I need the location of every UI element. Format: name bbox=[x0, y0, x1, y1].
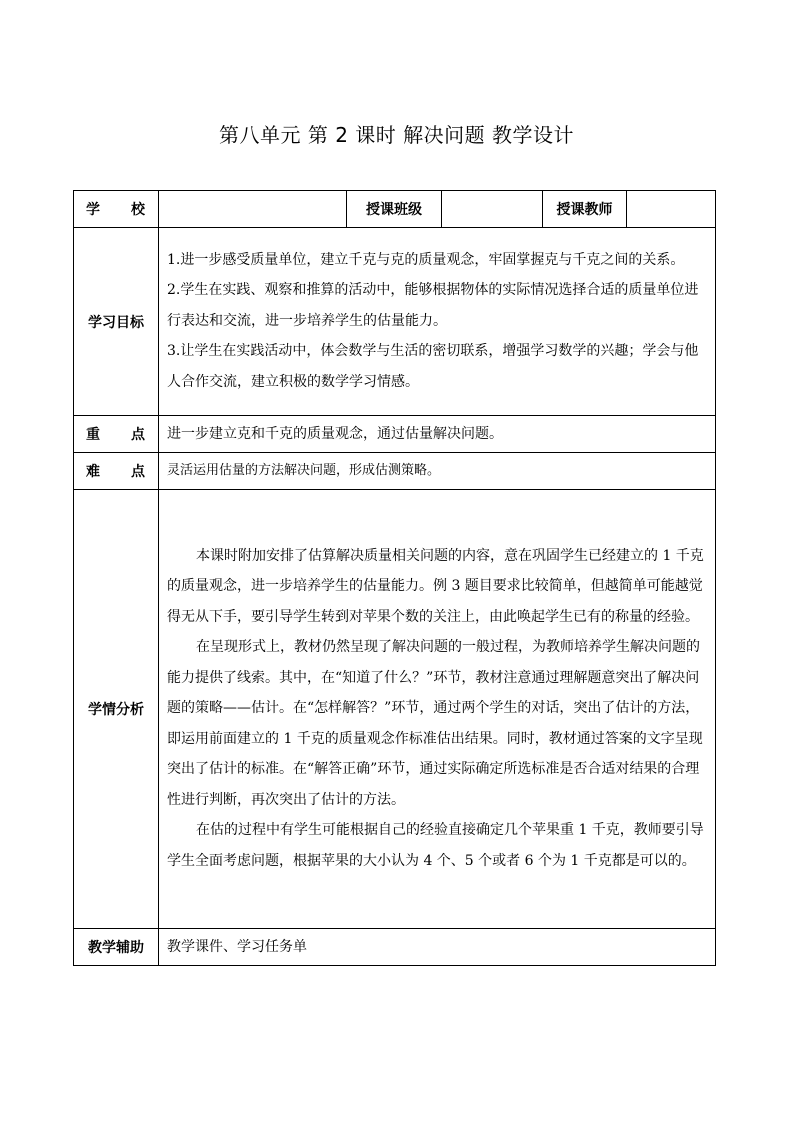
difficult-point-label-char-1: 难 bbox=[86, 464, 100, 480]
class-value-cell[interactable] bbox=[442, 191, 543, 228]
lesson-plan-table bbox=[73, 190, 716, 966]
difficult-point-value: 灵活运用估量的方法解决问题，形成估测策略。 bbox=[159, 453, 716, 490]
aids-row bbox=[74, 929, 716, 966]
analysis-paragraph-1: 本课时附加安排了估算解决质量相关问题的内容，意在巩固学生已经建立的 1 千克的质量观念，进一步培养学生的估量能力。例 3 题目要求比较简单，但越简单可能越觉得无从下手，要引导学生转到对苹果个数的关注上，由此唤起学生已有的称量的经验。 bbox=[167, 547, 704, 625]
difficult-point-label-cell bbox=[74, 453, 159, 490]
key-point-label-char-2: 点 bbox=[131, 427, 145, 443]
aids-label: 教学辅助 bbox=[74, 929, 159, 966]
teacher-value-cell[interactable] bbox=[627, 191, 716, 228]
school-label-char-1: 学 bbox=[86, 202, 100, 218]
analysis-cell bbox=[159, 490, 716, 929]
difficult-point-row bbox=[74, 453, 716, 490]
objectives-label: 学习目标 bbox=[74, 228, 159, 416]
school-label-cell bbox=[74, 191, 159, 228]
objectives-row bbox=[74, 228, 716, 416]
objective-item-2: 2.学生在实践、观察和推算的活动中，能够根据物体的实际情况选择合适的质量单位进行表达和交流，进一步培养学生的估量能力。 bbox=[167, 282, 699, 329]
class-label: 授课班级 bbox=[347, 191, 442, 228]
objective-item-1: 1.进一步感受质量单位，建立千克与克的质量观念，牢固掌握克与千克之间的关系。 bbox=[167, 251, 685, 268]
key-point-value: 进一步建立克和千克的质量观念，通过估量解决问题。 bbox=[159, 416, 716, 453]
aids-value: 教学课件、学习任务单 bbox=[159, 929, 716, 966]
teacher-label: 授课教师 bbox=[543, 191, 627, 228]
header-row bbox=[74, 191, 716, 228]
page-title: 第八单元 第 2 课时 解决问题 教学设计 bbox=[218, 123, 574, 147]
analysis-row bbox=[74, 490, 716, 929]
objectives-cell bbox=[159, 228, 716, 416]
difficult-point-label-char-2: 点 bbox=[131, 464, 145, 480]
analysis-paragraph-2: 在呈现形式上，教材仍然呈现了解决问题的一般过程，为教师培养学生解决问题的能力提供了线索。其中，在“知道了什么？”环节，教材注意通过理解题意突出了解决问题的策略——估计。在“怎样解答？”环节，通过两个学生的对话，突出了估计的方法，即运用前面建立的 1 千克的质量观念作标准估出结果。同时，教材通过答案的文字呈现突出了估计的标准。在“解答正确”环节，通过实际确定所选标准是否合适对结果的合理性进行判断，再次突出了估计的方法。 bbox=[167, 639, 703, 808]
analysis-label: 学情分析 bbox=[74, 490, 159, 929]
school-value-cell[interactable] bbox=[159, 191, 347, 228]
objective-item-3: 3.让学生在实践活动中，体会数学与生活的密切联系，增强学习数学的兴趣；学会与他人合作交流，建立积极的数学学习情感。 bbox=[167, 343, 699, 390]
school-label-char-2: 校 bbox=[131, 202, 145, 218]
key-point-label-char-1: 重 bbox=[86, 427, 100, 443]
key-point-row bbox=[74, 416, 716, 453]
analysis-paragraph-3: 在估的过程中有学生可能根据自己的经验直接确定几个苹果重 1 千克，教师要引导学生全面考虑问题，根据苹果的大小认为 4 个、5 个或者 6 个为 1 千克都是可以的。 bbox=[167, 822, 704, 869]
key-point-label-cell bbox=[74, 416, 159, 453]
